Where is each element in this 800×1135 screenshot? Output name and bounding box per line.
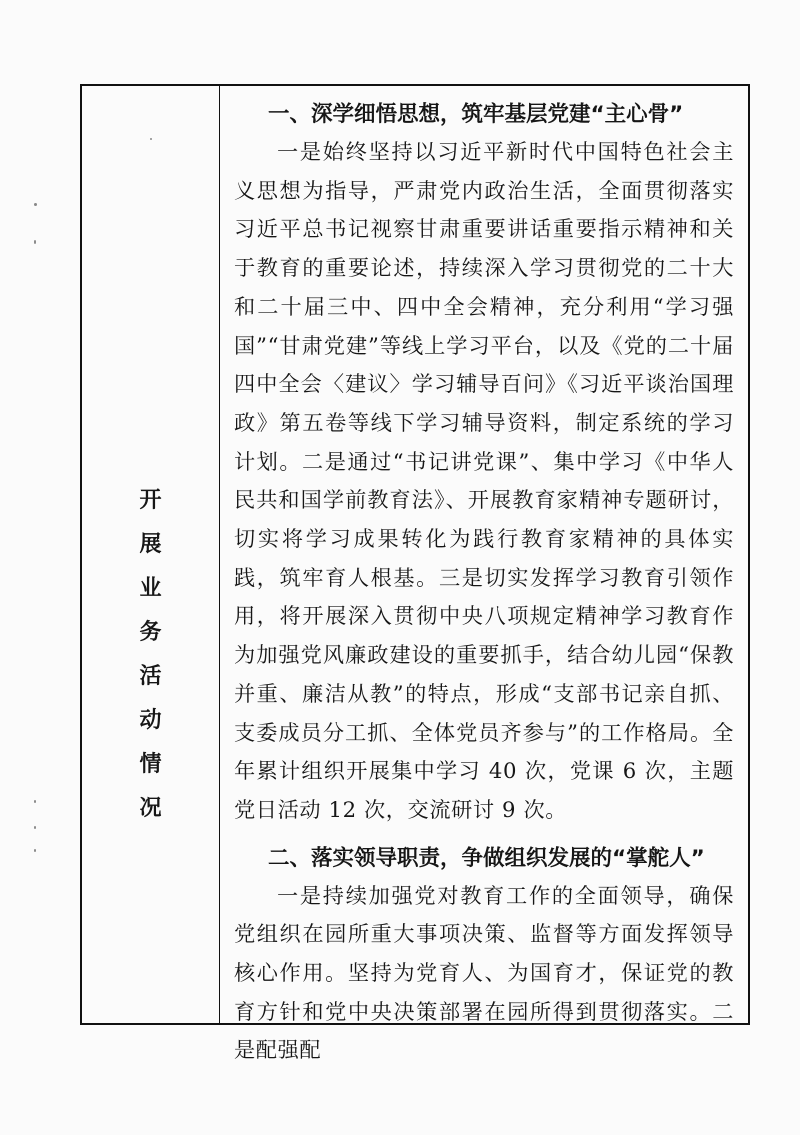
section-1-heading: 一、深学细悟思想，筑牢基层党建“主心骨” (268, 102, 684, 127)
row-label-cell (82, 86, 220, 1023)
scan-speck (34, 240, 36, 244)
row-label-char: 情 (139, 751, 162, 777)
section-2-heading: 二、落实领导职责，争做组织发展的“掌舵人” (268, 845, 705, 871)
row-label-char: 活 (139, 663, 162, 689)
row-label-char: 业 (139, 575, 162, 601)
row-label (82, 478, 219, 830)
activity-table (80, 84, 750, 1063)
scan-speck (34, 849, 36, 852)
section-1-paragraph: 一是始终坚持以习近平新时代中国特色社会主义思想为指导，严肃党内政治生活，全面贯彻落实习近平总书记视察甘肃重要讲话重要指示精神和关于教育的重要论述，持续深入学习贯彻党的二十大和二十届三中、四中全会精神，充分利用“学习强国”“甘肃党建”等线上学习平台，以及《党的二十届四中全会〈建议〉学习辅导百问》《习近平谈治国理政》第五卷等线下学习辅导资料，制定系统的学习计划。二是通过“书记讲党课”、集中学习《中华人民共和国学前教育法》、开展教育家精神专题研讨，切实将学习成果转化为践行教育家精神的具体实践，筑牢育人根基。三是切实发挥学习教育引领作用，将开展深入贯彻中央八项规定精神学习教育作为加强党风廉政建设的重要抓手，结合幼儿园“保教并重、廉洁从教”的特点，形成“支部书记亲自抓、支委成员分工抓、全体党员齐参与”的工作格局。全年累计组织开展集中学习 40 次，党课 6 次，主题党日活动 12 次，交流研讨 9 次。 (234, 139, 734, 822)
row-label-char: 展 (139, 531, 162, 557)
section-2-paragraph: 一是持续加强党对教育工作的全面领导，确保党组织在园所重大事项决策、监督等方面发挥领导核心作用。坚持为党育人、为国育才，保证党的教育方针和党中央决策部署在园所得到贯彻落实。二是配强配 (234, 882, 734, 1063)
row-label-char: 务 (139, 619, 162, 645)
content-cell (220, 86, 748, 1063)
row-label-char: 动 (139, 707, 162, 733)
row-label-char: 开 (139, 487, 162, 513)
scan-speck (34, 203, 37, 206)
row-label-char: 况 (139, 795, 162, 821)
scan-speck (34, 826, 36, 829)
scan-speck (34, 800, 36, 803)
